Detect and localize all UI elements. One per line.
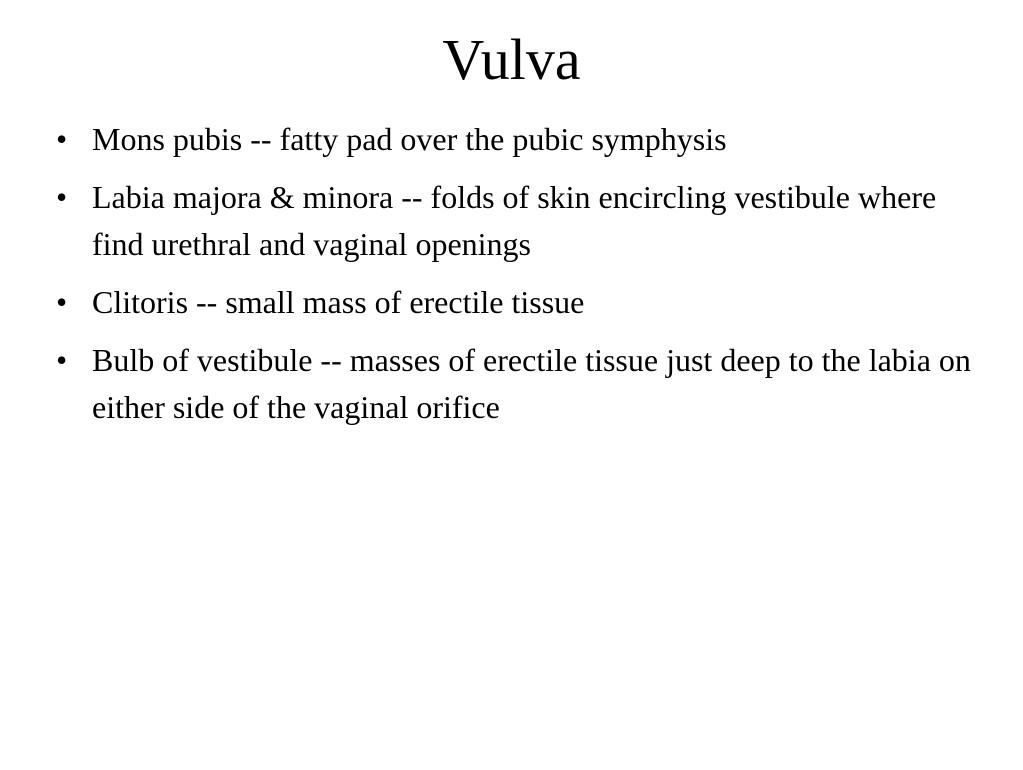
bullet-marker: •: [56, 121, 68, 157]
bullet-marker: •: [56, 342, 68, 378]
bullet-item-mons-pubis: [56, 116, 976, 163]
bullet-text: Clitoris -- small mass of erectile tissue: [92, 284, 585, 320]
bullet-text: Mons pubis -- fatty pad over the pubic symphysis: [92, 121, 727, 157]
bullet-text: Labia majora & minora -- folds of skin encircling vestibule where find urethral and vaginal openings: [92, 179, 937, 262]
bullet-item-labia: [56, 174, 976, 268]
bullet-item-clitoris: [56, 279, 976, 326]
bullet-item-bulb-of-vestibule: [56, 337, 976, 431]
bullet-marker: •: [56, 284, 68, 320]
bullet-marker: •: [56, 179, 68, 215]
slide-title: Vulva: [442, 27, 581, 92]
bullet-list: [56, 116, 976, 442]
bullet-text: Bulb of vestibule -- masses of erectile tissue just deep to the labia on either side of the vaginal orifice: [92, 342, 971, 425]
